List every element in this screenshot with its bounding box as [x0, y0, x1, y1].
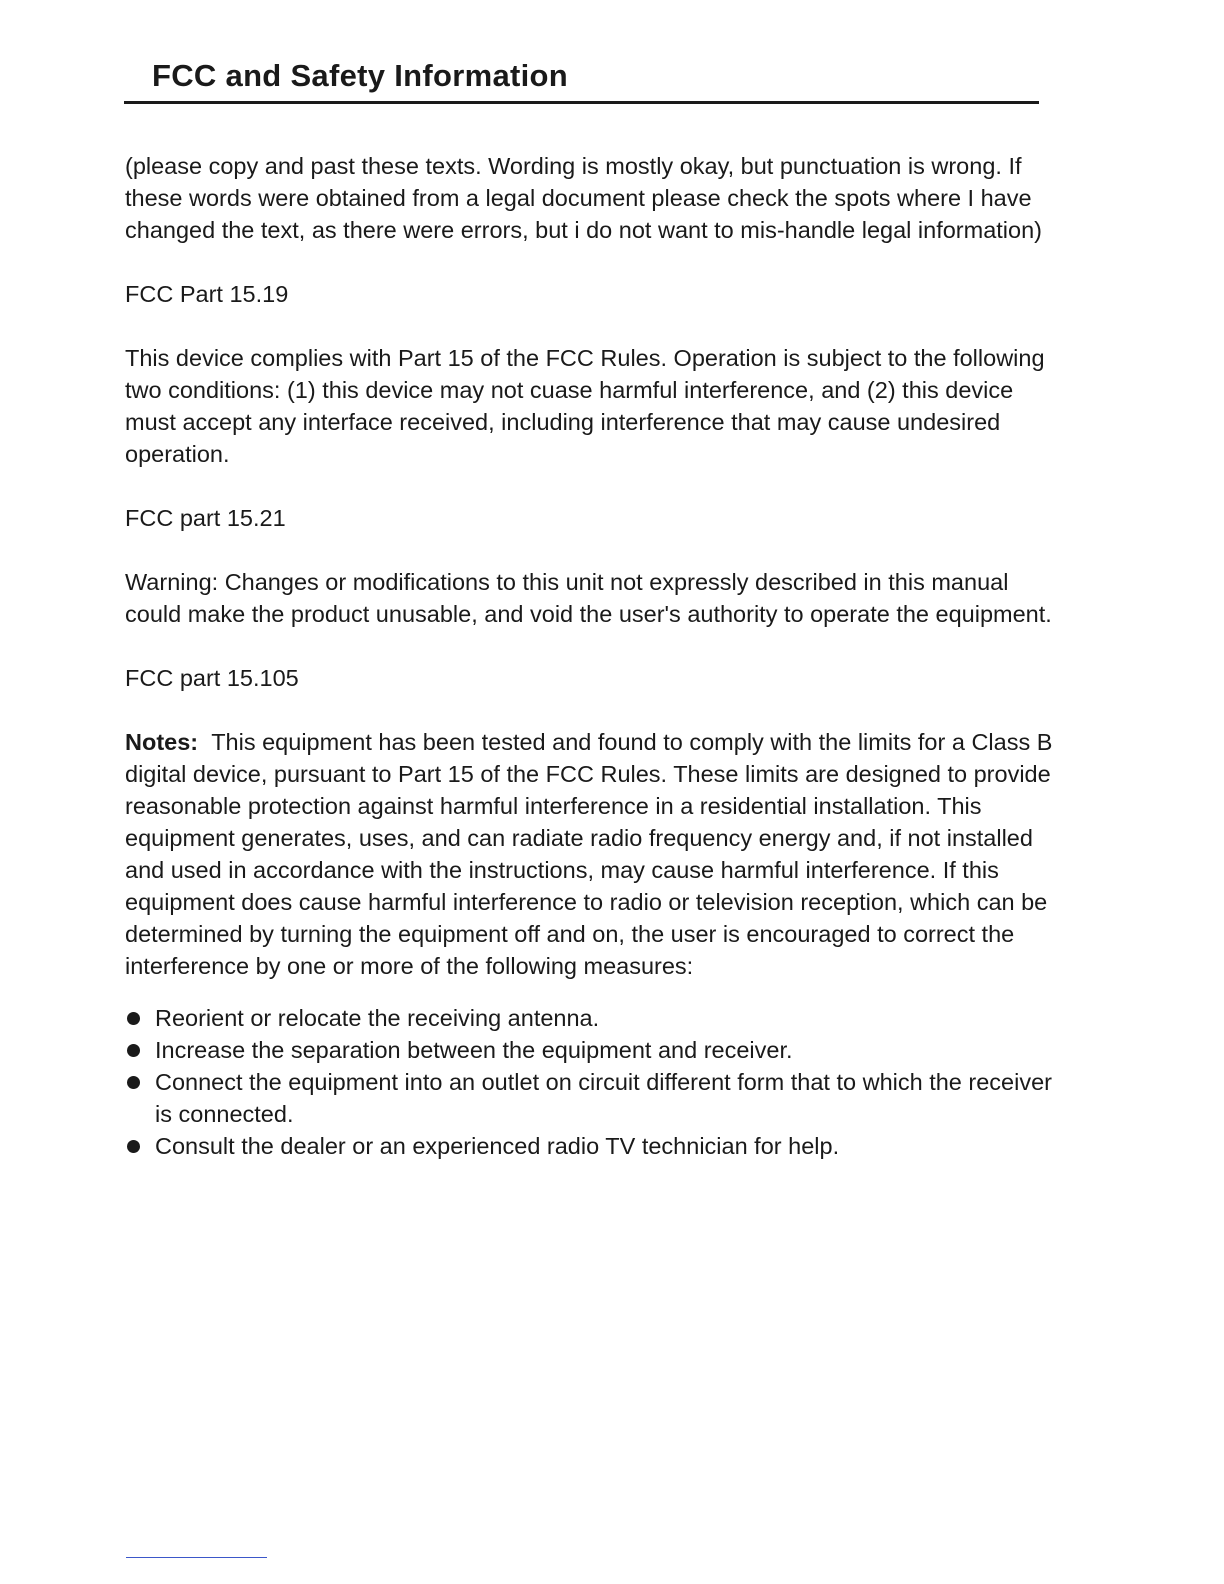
- page-title: FCC and Safety Information: [152, 58, 568, 93]
- section-heading-15-105: FCC part 15.105: [125, 665, 299, 691]
- bullet-icon: [127, 1044, 140, 1057]
- list-item: [125, 1002, 1055, 1034]
- list-item-text: Reorient or relocate the receiving antenna.: [155, 1005, 600, 1031]
- section-body-15-21: Warning: Changes or modifications to this unit not expressly described in this manual could make the product unusable, and void the user's authority to operate the equipment.: [125, 569, 1052, 627]
- section-heading-15-19: FCC Part 15.19: [125, 281, 289, 307]
- list-item: [125, 1130, 1055, 1162]
- list-item-text: Increase the separation between the equipment and receiver.: [155, 1037, 793, 1063]
- measures-list: [125, 1002, 1055, 1162]
- list-item-text: Consult the dealer or an experienced radio TV technician for help.: [155, 1133, 840, 1159]
- list-item: [125, 1066, 1055, 1130]
- notes-label: Notes:: [125, 729, 199, 755]
- bullet-icon: [127, 1012, 140, 1025]
- intro-note: (please copy and past these texts. Wording is mostly okay, but punctuation is wrong. If these words were obtained from a legal document please check the spots where I have changed the text, as there were errors, but i do not want to mis-handle legal information): [125, 153, 1042, 243]
- section-heading-15-21: FCC part 15.21: [125, 505, 286, 531]
- document-body: [125, 150, 1055, 1162]
- list-item-text: Connect the equipment into an outlet on circuit different form that to which the receiver is connected.: [155, 1069, 1052, 1127]
- bullet-icon: [127, 1076, 140, 1089]
- section-body-15-105: [125, 726, 1055, 982]
- list-item: [125, 1034, 1055, 1066]
- bullet-icon: [127, 1140, 140, 1153]
- section-body-15-19: This device complies with Part 15 of the FCC Rules. Operation is subject to the following two conditions: (1) this device may not cuase harmful interference, and (2) this device must accept any interface received, including interference that may cause undesired operation.: [125, 345, 1045, 467]
- footer-divider: [126, 1557, 267, 1558]
- notes-text: This equipment has been tested and found to comply with the limits for a Class B digital device, pursuant to Part 15 of the FCC Rules. These limits are designed to provide reasonable protection against harmful interference in a residential installation. This equipment generates, uses, and can radiate radio frequency energy and, if not installed and used in accordance with the instructions, may cause harmful interference. If this equipment does cause harmful interference to radio or television reception, which can be determined by turning the equipment off and on, the user is encouraged to correct the interference by one or more of the following measures:: [125, 729, 1053, 979]
- title-divider: [124, 101, 1039, 104]
